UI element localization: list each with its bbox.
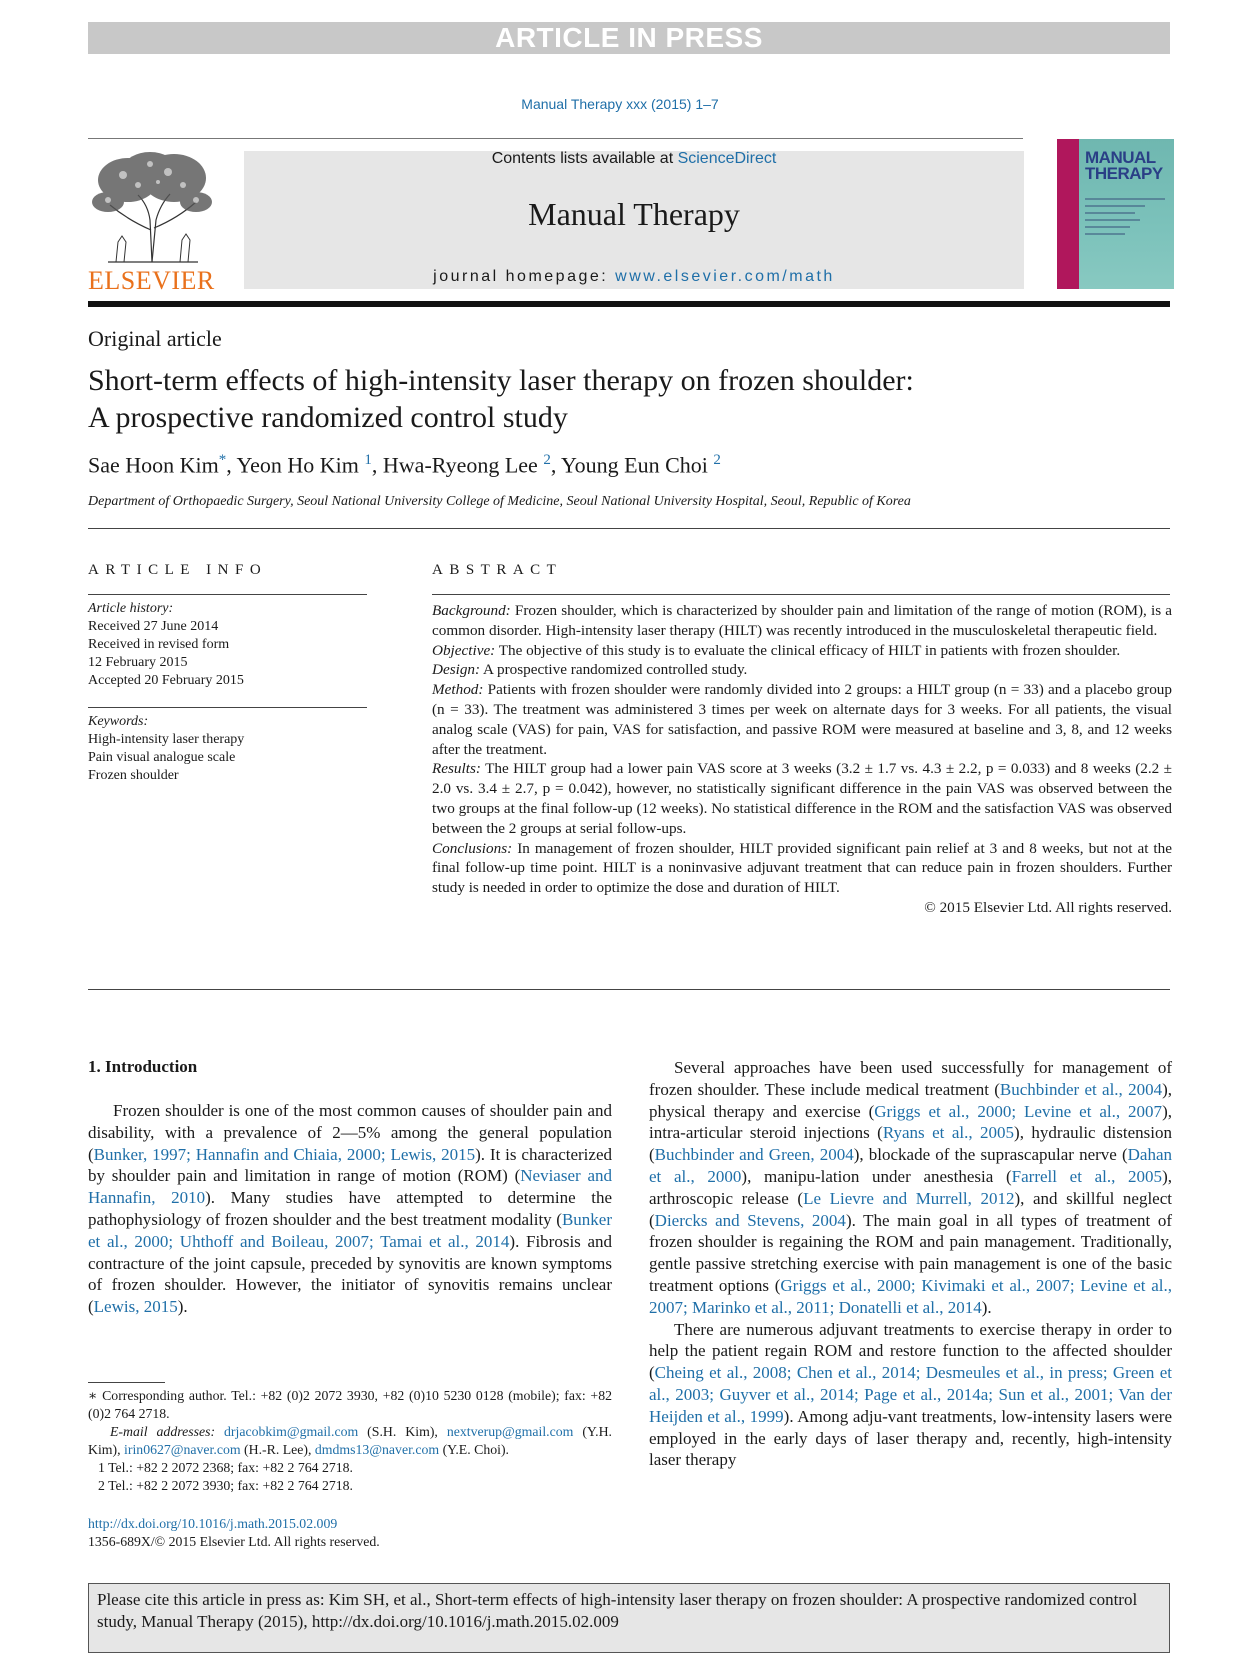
paragraph-text: ). Many studies have attempted to determine the pathophysiology of frozen shoulder and the best treatment modality ( <box>88 1188 612 1229</box>
paragraph-text: Several approaches have been used successfully for management of frozen shoulder. These include medical treatment ( <box>649 1058 1172 1099</box>
intro-paragraph <box>649 1319 1172 1472</box>
homepage-link[interactable]: www.elsevier.com/math <box>615 268 835 285</box>
abstract-copyright: © 2015 Elsevier Ltd. All rights reserved. <box>924 898 1172 916</box>
history-item: Received 27 June 2014 <box>88 619 219 634</box>
history-item: 12 February 2015 <box>88 655 188 670</box>
abstract-text: Frozen shoulder, which is characterized by shoulder pain and limitation of the range of motion (ROM), is a common disorder. High-intensity laser therapy (HILT) was recently introduced in the musculoskeletal therapeutic field. <box>432 602 1172 639</box>
header-rule <box>88 138 1023 139</box>
citation-link[interactable]: Dahan et al., 2000 <box>649 1145 1173 1186</box>
affiliation: Department of Orthopaedic Surgery, Seoul National University College of Medicine, Seoul National University Hospital, Seoul, Republic of Korea <box>88 494 911 509</box>
footnote-2: 2 Tel.: +82 2 2072 3930; fax: +82 2 764 2718. <box>98 1478 354 1493</box>
keywords-label: Keywords: <box>88 714 149 729</box>
abstract-method <box>432 680 1172 759</box>
journal-title: Manual Therapy <box>528 196 740 232</box>
citation-link[interactable]: Griggs et al., 2000; Levine et al., 2007 <box>874 1101 1163 1121</box>
paragraph-text: ), arthroscopic release ( <box>649 1166 1172 1208</box>
paragraph-text: ). It is characterized by shoulder pain and limitation in range of motion (ROM) ( <box>88 1144 612 1186</box>
elsevier-tree-logo <box>88 150 216 264</box>
email-owner: (S.H. Kim), <box>358 1424 447 1439</box>
email-owner: (Y.H. Kim), <box>88 1424 612 1457</box>
keywords <box>88 713 368 785</box>
abstract-label: Background: <box>432 602 511 619</box>
abstract-heading: ABSTRACT <box>432 562 563 578</box>
footnote-1: 1 Tel.: +82 2 2072 2368; fax: +82 2 764 2718. <box>98 1460 354 1475</box>
email-label: E-mail addresses: <box>110 1424 216 1439</box>
keyword: Pain visual analogue scale <box>88 750 236 765</box>
intro-heading: 1. Introduction <box>88 1057 198 1076</box>
elsevier-wordmark: ELSEVIER <box>88 266 215 295</box>
cover-title-1: MANUAL <box>1085 148 1156 167</box>
citation-link[interactable]: Bunker et al., 2000; Uhthoff and Boileau, 2007; Tamai et al., 2014 <box>88 1209 612 1251</box>
citation-link[interactable]: Neviaser and Hannafin, 2010 <box>88 1166 612 1208</box>
column-left <box>88 1100 612 1318</box>
paragraph-text: ), intra-articular steroid injections ( <box>649 1101 1172 1143</box>
contents-prefix: Contents lists available at <box>491 150 678 167</box>
abstract-objective <box>432 641 1172 661</box>
cover-strip <box>1057 139 1079 289</box>
cover-text-lines <box>1085 198 1165 240</box>
citation-link[interactable]: Griggs et al., 2000; Kivimaki et al., 2007; Levine et al., 2007; Marinko et al., 2011; Donatelli et al., 2014 <box>649 1275 1172 1317</box>
paragraph-text: ), physical therapy and exercise ( <box>649 1079 1173 1121</box>
paragraph-text: ), blockade of the suprascapular nerve ( <box>853 1145 1128 1165</box>
author-mark[interactable]: 2 <box>543 452 551 468</box>
paragraph-text: There are numerous adjuvant treatments to exercise therapy in order to help the patient regain ROM and restore function to the affected shoulder ( <box>649 1319 1172 1383</box>
citation-link[interactable]: Buchbinder and Green, 2004 <box>654 1145 854 1165</box>
citation-link[interactable]: Farrell et al., 2005 <box>1011 1166 1163 1186</box>
paragraph-text: Frozen shoulder is one of the most common causes of shoulder pain and disability, with a prevalence of 2—5% among the general population ( <box>88 1101 612 1164</box>
author-name: Young Eun Choi <box>561 452 708 478</box>
citation-link[interactable]: Le Lievre and Murrell, 2012 <box>803 1188 1015 1208</box>
paragraph-text: ), and skillful neglect ( <box>649 1188 1172 1230</box>
keyword: Frozen shoulder <box>88 768 179 783</box>
citation-link[interactable]: Ryans et al., 2005 <box>882 1123 1015 1143</box>
sciencedirect-link[interactable]: ScienceDirect <box>677 150 777 167</box>
contents-line <box>244 150 1024 168</box>
title-line-1: Short-term effects of high-intensity laser therapy on frozen shoulder: <box>88 364 914 397</box>
author-mark[interactable]: 2 <box>713 452 721 468</box>
email-link[interactable]: nextverup@gmail.com <box>446 1424 574 1439</box>
doi-link[interactable]: http://dx.doi.org/10.1016/j.math.2015.02.009 <box>88 1516 338 1531</box>
footnote-rule <box>88 1382 165 1383</box>
header-thick-rule <box>88 301 1170 307</box>
title-line-2: A prospective randomized control study <box>88 401 568 434</box>
abstract-conclusions <box>432 839 1172 898</box>
paragraph-text: ), manipu-lation under anesthesia ( <box>741 1166 1012 1186</box>
keyword: High-intensity laser therapy <box>88 732 245 747</box>
history-item: Accepted 20 February 2015 <box>88 673 244 688</box>
paragraph-text: ). Among adju-vant treatments, low-intensity lasers were employed in the early days of laser therapy and, recently, high-intensity laser therapy <box>649 1406 1172 1470</box>
email-link[interactable]: irin0627@naver.com <box>124 1442 241 1457</box>
abstract-text: In management of frozen shoulder, HILT provided significant pain relief at 3 and 8 weeks, but not at the final follow-up time point. HILT is a noninvasive adjuvant treatment that can reduce pain in frozen shoulders. Further study is needed in order to optimize the dose and duration of HILT. <box>432 839 1172 897</box>
abstract-label: Results: <box>432 760 481 778</box>
author-mark[interactable]: * <box>218 452 227 468</box>
homepage-prefix: journal homepage: <box>433 268 616 285</box>
cover-title <box>1085 150 1171 182</box>
cover-title-2: THERAPY <box>1085 164 1163 183</box>
paragraph-text: ). <box>981 1297 992 1317</box>
abstract-text: A prospective randomized controlled study. <box>480 661 748 679</box>
citation-link[interactable]: Diercks and Stevens, 2004 <box>654 1210 846 1230</box>
abstract-text: The HILT group had a lower pain VAS score at 3 weeks (3.2 ± 1.7 vs. 4.3 ± 2.2, p = 0.033) and 8 weeks (2.2 ± 2.0 vs. 3.4 ± 2.7, p = 0.042), however, no statistically significant difference in the pain VAS was observed between the two groups at the final follow-up (12 weeks). No statistical difference in the ROM and the satisfaction VAS was observed between the 2 groups at serial follow-ups. <box>432 760 1172 837</box>
intro-paragraph <box>88 1100 612 1318</box>
journal-reference[interactable]: Manual Therapy xxx (2015) 1–7 <box>521 96 719 112</box>
citation-link[interactable]: Buchbinder et al., 2004 <box>999 1079 1163 1099</box>
article-info-heading: ARTICLE INFO <box>88 562 268 578</box>
abstract-label: Method: <box>432 681 484 699</box>
abstract-label: Conclusions: <box>432 839 513 857</box>
author-name: Yeon Ho Kim <box>236 452 359 478</box>
citation-link[interactable]: Lewis, 2015 <box>93 1297 178 1317</box>
citation-box: Please cite this article in press as: Kim SH, et al., Short-term effects of high-intensity laser therapy on frozen shoulder: A prospective randomized control study, Manual Therapy (2015), http://dx.doi.org/10.1016/j.math.2015.02.009 <box>88 1583 1170 1653</box>
article-title <box>88 362 1088 436</box>
abstract-label: Design: <box>432 661 481 679</box>
author-list: Sae Hoon Kim*, Yeon Ho Kim $^1$, Hwa-Ryeong Lee $^2$, Young Eun Choi $^2$ <box>88 452 721 478</box>
journal-homepage <box>244 268 1024 286</box>
issn-line: 1356-689X/© 2015 Elsevier Ltd. All rights reserved. <box>88 1534 380 1549</box>
citation-link[interactable]: Cheing et al., 2008; Chen et al., 2014; Desmeules et al., in press; Green et al., 2003; Guyver et al., 2014; Page et al., 2014a; Sun et al., 2001; Van der Heijden et al., 1999 <box>649 1363 1172 1426</box>
abstract-text: The objective of this study is to evaluate the clinical efficacy of HILT in patients with frozen shoulder. <box>495 641 1121 659</box>
citation-link[interactable]: Bunker, 1997; Hannafin and Chiaia, 2000; Lewis, 2015 <box>93 1144 476 1164</box>
article-in-press-banner: ARTICLE IN PRESS <box>88 22 1170 54</box>
paragraph-text: ). <box>177 1297 188 1317</box>
divider <box>88 707 367 708</box>
email-owner: (H.-R. Lee), <box>240 1442 315 1457</box>
abstract-design <box>432 660 1172 680</box>
email-link[interactable]: drjacobkim@gmail.com <box>224 1424 359 1439</box>
history-label: Article history: <box>88 601 174 616</box>
article-history <box>88 600 368 690</box>
paragraph-text: ). Fibrosis and contracture of the joint capsule, preceded by synovitis are known symptoms of frozen shoulder. However, the initiator of synovitis remains unclear ( <box>88 1231 613 1317</box>
email-link[interactable]: dmdms13@naver.com <box>314 1442 440 1457</box>
footnotes <box>88 1387 612 1495</box>
doi-block <box>88 1515 380 1551</box>
email-owner: (Y.E. Choi). <box>439 1442 510 1457</box>
column-right <box>649 1057 1172 1471</box>
abstract-label: Objective: <box>432 641 496 659</box>
divider <box>88 989 1170 990</box>
abstract-text: Patients with frozen shoulder were randomly divided into 2 groups: a HILT group (n = 33) and a placebo group (n = 33). The treatment was administered 3 times per week on alternate days for 3 weeks. For all patients, the visual analog scale (VAS) for pain, VAS for satisfaction, and passive ROM were measured at baseline and 3, 8, and 12 weeks after the treatment. <box>432 681 1172 758</box>
paragraph-text: ). The main goal in all types of treatment of frozen shoulder is regaining the ROM and pain management. Traditionally, gentle passive stretching exercise with pain management is one of the basic treatment options ( <box>649 1210 1172 1295</box>
author-name: Sae Hoon Kim <box>88 452 219 478</box>
corresponding-footnote: ∗ Corresponding author. Tel.: +82 (0)2 2072 3930, +82 (0)10 5230 0128 (mobile); fax: +82 (0)2 764 2718. <box>88 1388 612 1421</box>
abstract-background <box>432 601 1172 641</box>
abstract-results <box>432 759 1172 838</box>
email-footnote <box>88 1423 612 1459</box>
author-mark[interactable]: 1 <box>364 452 372 468</box>
history-item: Received in revised form <box>88 637 230 652</box>
article-type: Original article <box>88 326 222 351</box>
divider <box>88 528 1170 529</box>
divider <box>432 594 1170 595</box>
author-name: Hwa-Ryeong Lee <box>382 452 538 478</box>
divider <box>88 594 367 595</box>
paragraph-text: ), hydraulic distension ( <box>649 1123 1173 1165</box>
intro-paragraph <box>649 1057 1172 1319</box>
abstract-body <box>432 601 1172 918</box>
